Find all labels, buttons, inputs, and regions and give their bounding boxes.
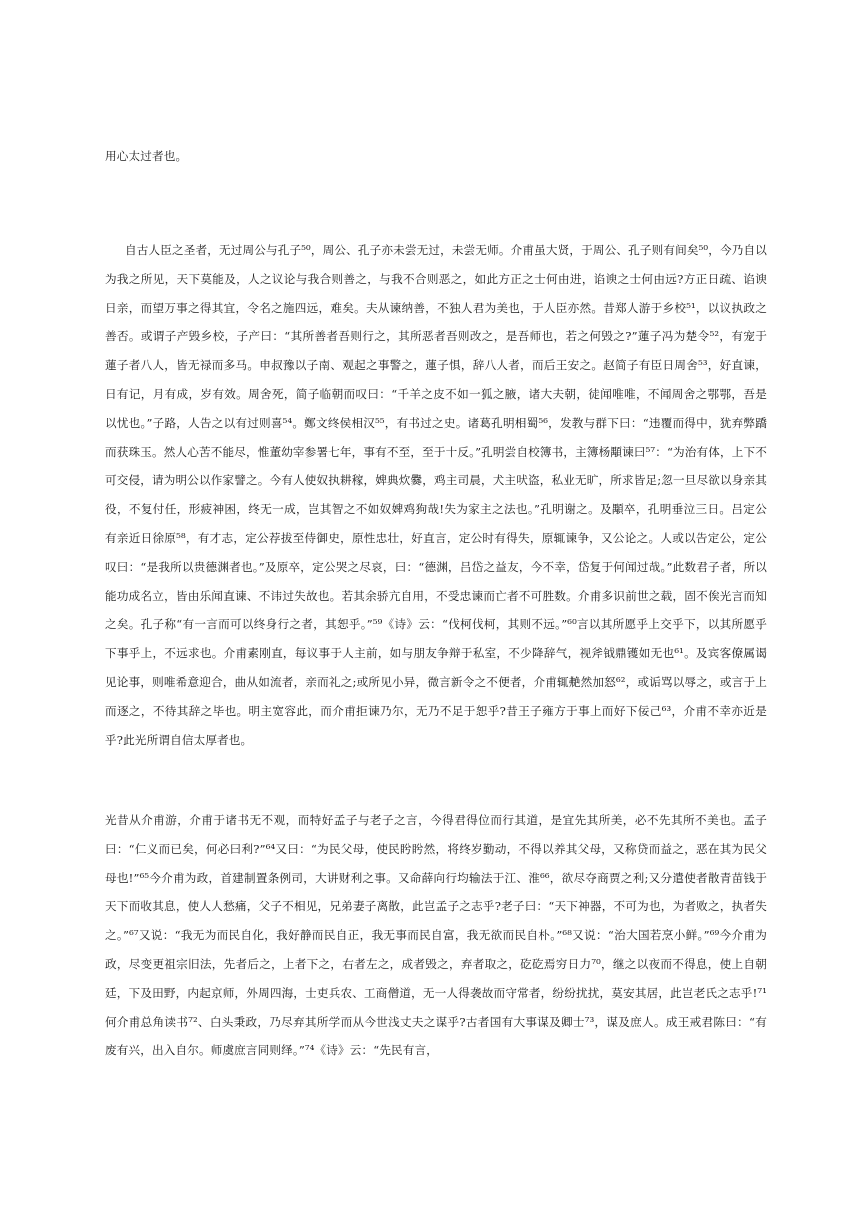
paragraph-opening-fragment: 用心太过者也。: [105, 149, 188, 163]
paragraph-mencius-laozi: 光昔从介甫游，介甫于诸书无不观，而特好孟子与老子之言，今得君得位而行其道，是宜先其所美，必不先其所不美也。孟子曰：“仁义而已矣，何必曰利?”⁶⁴又曰：“为民父母，使民盻盻然，将终岁勤动，不得以养其父母，又称贷而益之，恶在其为民父母也!”⁶⁵今介甫为政，首建制置条例司，大讲财利之事。又命薛向行均输法于江、淮⁶⁶，欲尽夺商贾之利;又分遣使者散青苗钱于天下而收其息，使人人愁痛，父子不相见，兄弟妻子离散，此岂孟子之志乎?老子曰：“天下神器，不可为也，为者败之，执者失之。”⁶⁷又说：“我无为而民自化，我好静而民自正，我无事而民自富，我无欲而民自朴。”⁶⁸又说：“治大国若烹小鲜。”⁶⁹今介甫为政，尽变更祖宗旧法，先者后之，上者下之，右者左之，成者毁之，弃者取之，矻矻焉穷日力⁷⁰，继之以夜而不得息，使上自朝廷，下及田野，内起京师，外周四海，士吏兵农、工商僧道，无一人得袭故而守常者，纷纷扰扰，莫安其居，此岂老氏之志乎!⁷¹何介甫总角读书⁷²、白头秉政，乃尽弃其所学而从今世浅丈夫之谋乎?古者国有大事谋及卿士⁷³，谋及庶人。成王戒君陈曰：“有废有兴，出入自尔。师虞庶言同则绎。”⁷⁴《诗》云：“先民有言，: [105, 813, 767, 1058]
paragraph-self-confidence: 自古人臣之圣者，无过周公与孔子⁵⁰，周公、孔子亦未尝无过，未尝无师。介甫虽大贤，于周公、孔子则有间矣⁵⁰，今乃自以为我之所见，天下莫能及，人之议论与我合则善之，与我不合则恶之，如此方正之士何由进，谄谀之士何由远?方正日疏、谄谀日亲，而望万事之得其宜，令名之施四远，难矣。夫从谏纳善，不独人君为美也，于人臣亦然。昔郑人游于乡校⁵¹，以议执政之善否。或谓子产毁乡校，子产曰：“其所善者吾则行之，其所恶者吾则改之，是吾师也，若之何毁之?”蓮子冯为楚令⁵²，有宠于蓮子者八人，皆无禄而多马。申叔豫以子南、观起之事警之，蓮子惧，辞八人者，而后王安之。赵简子有臣日周舍⁵³，好直谏， 日有记，月有成，岁有效。周舍死，简子临朝而叹曰：“千羊之皮不如一狐之腋，诸大夫朝，徒闻唯唯，不闻周舍之鄂鄂，吾是以忧也。”子路，人告之以有过则喜⁵⁴。鄭文终侯相汉⁵⁵，有书过之史。诸葛孔明相蜀⁵⁶，发教与群下曰：“违覆而得中，犹弃弊蹻而获珠玉。然人心苦不能尽，惟董幼宰参署七年，事有不至，至于十反。”孔明尝自校簿书，主簿杨顒谏曰⁵⁷：“为治有体，上下不可交侵，请为明公以作家譬之。今有人使奴执耕稼，婢典炊爨，鸡主司晨，犬主吠盗，私业无旷，所求皆足;忽一旦尽欲以身亲其役，不复付任，形疲神困，终无一成，岂其智之不如奴婢鸡狗哉!失为家主之法也。”孔明谢之。及顒卒，孔明垂泣三日。吕定公有亲近日徐原⁵⁸，有才志，定公荐拔至侍御史，原性忠壮，好直言，定公时有得失，原辄谏争，又公论之。人或以告定公，定公叹曰：“是我所以贵德渊者也。”及原卒，定公哭之尽哀，曰：“德渊，吕岱之益友，今不幸，岱复于何闻过哉。”此数君子者，所以能功成名立，皆由乐闻直谏、不讳过失故也。若其余骄亢自用，不受忠谏而亡者不可胜数。介甫多识前世之载，固不俟光言而知之矣。孔子称“有一言而可以终身行之者，其恕乎。”⁵⁹《诗》云：“伐柯伐柯，其则不远。”⁶⁰言以其所愿乎上交乎下，以其所愿乎下事乎上，不远求也。介甫素刚直，每议事于人主前，如与朋友争辩于私室，不少降辞气，视斧钺鼎镬如无也⁶¹。及宾客僚属谒见论事，则唯希意迎合，曲从如流者，亲而礼之;或所见小异，微言新令之不便者，介甫辄艴然加怒⁶²，或诟骂以辱之，或言于上而逐之，不待其辞之毕也。明主宽容此，而介甫拒谏乃尔，无乃不足于恕乎?昔王子雍方于事上而好下佞己⁶³，介甫不幸亦近是乎?此光所谓自信太厚者也。: [105, 243, 775, 747]
